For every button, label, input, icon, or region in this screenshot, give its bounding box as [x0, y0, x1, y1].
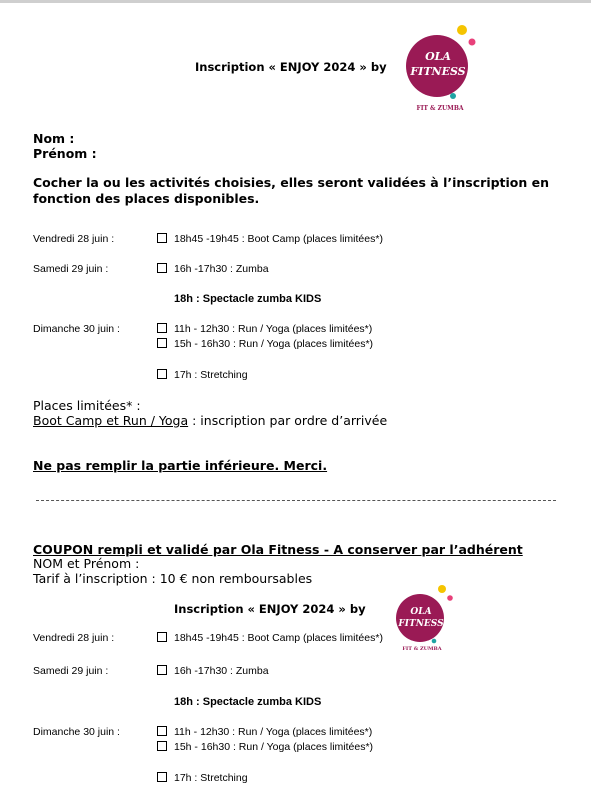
coupon-activity-bootcamp[interactable]: 18h45 -19h45 : Boot Camp (places limitées*)	[157, 632, 383, 644]
activity-run-yoga-1[interactable]: 11h - 12h30 : Run / Yoga (places limitées*)	[157, 323, 372, 335]
coupon-day-samedi: Samedi 29 juin :	[33, 665, 109, 677]
logo-line2: FITNESS	[410, 65, 466, 78]
places-activities: Boot Camp et Run / Yoga	[33, 413, 189, 428]
day-dimanche: Dimanche 30 juin :	[33, 323, 120, 335]
instruction-text: Cocher la ou les activités choisies, elles seront validées à l’inscription en fonction des places disponibles.	[33, 175, 550, 206]
activity-run-yoga-2[interactable]: 15h - 16h30 : Run / Yoga (places limitées*)	[157, 338, 373, 350]
logo-dot-teal	[450, 93, 456, 99]
nom-label: Nom :	[33, 131, 75, 146]
coupon-title: Inscription « ENJOY 2024 » by	[174, 602, 366, 616]
day-vendredi: Vendredi 28 juin :	[33, 233, 115, 245]
logo-dot-pink	[469, 39, 476, 46]
activity-stretching[interactable]: 17h : Stretching	[157, 369, 248, 381]
coupon-checkbox-run-yoga-2[interactable]	[157, 741, 167, 751]
checkbox-stretching[interactable]	[157, 369, 167, 379]
logo-subtitle: FIT & ZUMBA	[416, 105, 464, 112]
coupon-logo-dot-pink	[447, 595, 453, 601]
coupon-day-vendredi: Vendredi 28 juin :	[33, 632, 115, 644]
coupon-heading: COUPON rempli et validé par Ola Fitness - A conserver par l’adhérent	[33, 542, 523, 557]
coupon-checkbox-run-yoga-1[interactable]	[157, 726, 167, 736]
coupon-activity-stretching[interactable]: 17h : Stretching	[157, 772, 248, 784]
coupon-checkbox-stretching[interactable]	[157, 772, 167, 782]
coupon-logo-dot-teal	[432, 639, 437, 644]
coupon-logo-dot-yellow	[438, 585, 446, 593]
logo-line1: OLA	[425, 50, 451, 63]
form-title: Inscription « ENJOY 2024 » by	[195, 60, 387, 74]
coupon-nom-prenom: NOM et Prénom :	[33, 556, 140, 571]
coupon-activity-run-yoga-1[interactable]: 11h - 12h30 : Run / Yoga (places limitées*)	[157, 726, 372, 738]
activity-bootcamp[interactable]: 18h45 -19h45 : Boot Camp (places limitées*)	[157, 233, 383, 245]
places-title: Places limitées* :	[33, 398, 141, 413]
coupon-ola-fitness-logo	[392, 583, 456, 653]
coupon-logo-line1: OLA	[410, 607, 432, 617]
ola-fitness-logo	[404, 22, 480, 114]
coupon-logo-subtitle: FIT & ZUMBA	[402, 646, 442, 652]
coupon-checkbox-zumba[interactable]	[157, 665, 167, 675]
coupon-special-zumba-kids: 18h : Spectacle zumba KIDS	[174, 696, 322, 708]
page-top-border	[0, 0, 591, 3]
special-zumba-kids: 18h : Spectacle zumba KIDS	[174, 293, 322, 305]
prenom-label: Prénom :	[33, 146, 97, 161]
activity-zumba[interactable]: 16h -17h30 : Zumba	[157, 263, 269, 275]
cut-line	[36, 500, 556, 502]
coupon-logo-circle	[396, 594, 444, 642]
coupon-tarif: Tarif à l’inscription : 10 € non remboursables	[33, 571, 313, 586]
checkbox-run-yoga-1[interactable]	[157, 323, 167, 333]
coupon-activity-run-yoga-2[interactable]: 15h - 16h30 : Run / Yoga (places limitées*)	[157, 741, 373, 753]
checkbox-run-yoga-2[interactable]	[157, 338, 167, 348]
notice-text: Ne pas remplir la partie inférieure. Merci.	[33, 458, 328, 473]
coupon-activity-zumba[interactable]: 16h -17h30 : Zumba	[157, 665, 269, 677]
coupon-day-dimanche: Dimanche 30 juin :	[33, 726, 120, 738]
places-rest: : inscription par ordre d’arrivée	[188, 413, 388, 428]
coupon-logo-line2: FITNESS	[398, 619, 444, 629]
checkbox-bootcamp[interactable]	[157, 233, 167, 243]
day-samedi: Samedi 29 juin :	[33, 263, 109, 275]
checkbox-zumba[interactable]	[157, 263, 167, 273]
coupon-checkbox-bootcamp[interactable]	[157, 632, 167, 642]
places-line	[33, 413, 387, 428]
logo-dot-yellow	[457, 25, 467, 35]
